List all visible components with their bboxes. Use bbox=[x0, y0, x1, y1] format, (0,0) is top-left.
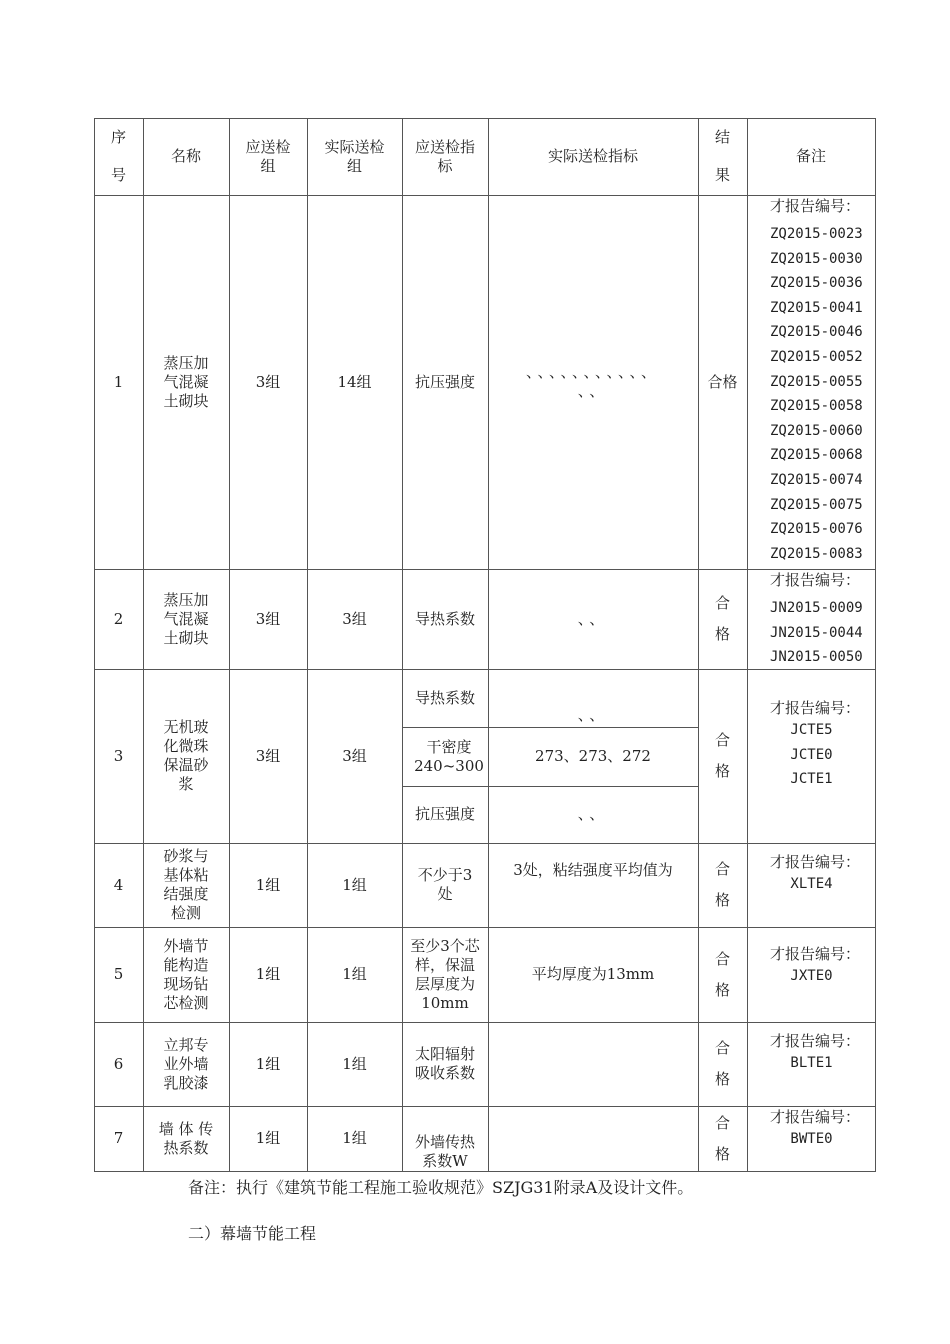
row6-actual-index bbox=[488, 1022, 698, 1106]
row5-remark bbox=[748, 927, 875, 1022]
report-code: ZQ2015-0030 bbox=[770, 250, 863, 267]
row7-seq: 7 bbox=[113, 1129, 124, 1147]
row3-actual: 3组 bbox=[342, 746, 367, 765]
row7-required: 1组 bbox=[255, 1129, 281, 1147]
inspection-table bbox=[94, 118, 876, 1172]
remark-label: 才报告编号： bbox=[770, 571, 861, 589]
row4-actual: 1组 bbox=[342, 875, 367, 894]
report-code: JN2015-0050 bbox=[770, 649, 863, 666]
header-seq-2: 号 bbox=[110, 166, 126, 185]
remark-label: 才报告编号： bbox=[770, 699, 861, 717]
row3-result bbox=[698, 669, 747, 843]
row3-name: 无机玻化微珠保温砂浆 bbox=[163, 718, 209, 793]
row5-name: 外墙节能构造现场钻芯检测 bbox=[163, 936, 209, 1012]
result-char: 合 bbox=[714, 1113, 730, 1132]
row3-remark bbox=[748, 669, 875, 843]
row1-seq: 1 bbox=[113, 372, 124, 391]
result-char: 合 bbox=[714, 731, 730, 749]
header-actual-index: 实际送检指标 bbox=[547, 147, 638, 165]
row1-remark bbox=[748, 195, 875, 569]
report-code: ZQ2015-0076 bbox=[770, 521, 863, 538]
row5-index: 至少3个芯样，保温层厚度为10mm bbox=[410, 936, 480, 1012]
row1-name: 蒸压加气混凝土砌块 bbox=[163, 353, 209, 410]
result-char: 格 bbox=[714, 980, 730, 999]
report-code: ZQ2015-0083 bbox=[770, 545, 863, 562]
row6-result bbox=[698, 1022, 747, 1106]
row7-remark bbox=[748, 1106, 875, 1171]
row1-required: 3组 bbox=[255, 372, 281, 391]
report-code: XLTE4 bbox=[790, 876, 833, 892]
row7-index: 外墙传热系数W bbox=[414, 1133, 475, 1170]
header-required-groups: 应送检组 bbox=[245, 137, 291, 175]
remark-label: 才报告编号： bbox=[770, 197, 861, 215]
row2-remark bbox=[748, 569, 875, 669]
row6-seq: 6 bbox=[113, 1054, 124, 1073]
header-remark: 备注 bbox=[795, 147, 826, 165]
report-code: ZQ2015-0041 bbox=[770, 299, 863, 316]
header-seq bbox=[94, 118, 143, 195]
row7-actual: 1组 bbox=[342, 1129, 367, 1147]
result-char: 格 bbox=[714, 1144, 730, 1163]
row4-required: 1组 bbox=[255, 875, 281, 894]
row1-actual-index-line2: 、、 bbox=[577, 382, 609, 400]
result-char: 格 bbox=[714, 762, 730, 780]
row6-remark bbox=[748, 1022, 875, 1106]
header-result bbox=[698, 118, 747, 195]
report-code: ZQ2015-0074 bbox=[770, 471, 863, 488]
row3-index-3: 抗压强度 bbox=[414, 805, 475, 823]
report-code: ZQ2015-0052 bbox=[770, 348, 863, 365]
report-code: ZQ2015-0075 bbox=[770, 496, 863, 513]
row7-result bbox=[698, 1106, 747, 1171]
row4-name: 砂浆与基体粘结强度检测 bbox=[163, 847, 209, 922]
row2-seq: 2 bbox=[113, 609, 124, 628]
row5-seq: 5 bbox=[113, 965, 124, 983]
report-code: BWTE0 bbox=[790, 1131, 833, 1147]
report-code: ZQ2015-0036 bbox=[770, 275, 863, 292]
report-code: JN2015-0009 bbox=[770, 600, 863, 616]
row4-remark bbox=[748, 843, 875, 927]
row4-actual-index: 3处，粘结强度平均值为 bbox=[513, 861, 673, 879]
row3-index-1: 导热系数 bbox=[414, 688, 475, 707]
remark-label: 才报告编号： bbox=[770, 945, 861, 963]
result-char: 格 bbox=[714, 1070, 730, 1088]
row6-actual: 1组 bbox=[342, 1054, 367, 1073]
section-title: 二）幕墙节能工程 bbox=[188, 1224, 317, 1243]
row6-index: 太阳辐射吸收系数 bbox=[414, 1045, 475, 1082]
result-char: 格 bbox=[714, 625, 730, 643]
row3-index-2: 干密度240~300 bbox=[414, 737, 484, 775]
row2-required: 3组 bbox=[255, 609, 281, 628]
remark-label: 才报告编号： bbox=[770, 1032, 861, 1050]
row3-actual-index-2: 273、273、272 bbox=[535, 747, 651, 765]
report-code: ZQ2015-0060 bbox=[770, 422, 863, 439]
row6-name: 立邦专业外墙乳胶漆 bbox=[163, 1035, 209, 1092]
row5-actual: 1组 bbox=[342, 965, 367, 983]
report-code: ZQ2015-0023 bbox=[770, 226, 863, 242]
row7-name: 墙 体 传热系数 bbox=[158, 1119, 214, 1157]
result-char: 合 bbox=[714, 594, 730, 612]
row1-actual: 14组 bbox=[337, 372, 372, 391]
row1-index: 抗压强度 bbox=[414, 372, 475, 391]
result-char: 格 bbox=[714, 891, 730, 909]
footer-note: 备注：执行《建筑节能工程施工验收规范》SZJG31附录A及设计文件。 bbox=[188, 1178, 694, 1197]
row2-result bbox=[698, 569, 747, 669]
row7-actual-index bbox=[488, 1106, 698, 1171]
header-seq-1: 序 bbox=[110, 127, 126, 146]
row1-result: 合格 bbox=[707, 372, 738, 391]
row1-actual-index bbox=[488, 195, 698, 569]
header-result-2: 果 bbox=[714, 166, 730, 185]
report-code: JN2015-0044 bbox=[770, 624, 863, 641]
report-code: JCTE5 bbox=[790, 722, 833, 738]
row4-index: 不少于3处 bbox=[417, 866, 473, 903]
header-result-1: 结 bbox=[714, 127, 730, 146]
table-line bbox=[94, 1171, 876, 1172]
row4-result bbox=[698, 843, 747, 927]
row2-name: 蒸压加气混凝土砌块 bbox=[163, 590, 209, 647]
row4-seq: 4 bbox=[113, 875, 124, 894]
result-char: 合 bbox=[714, 949, 730, 968]
remark-label: 才报告编号： bbox=[770, 1108, 861, 1126]
report-code: ZQ2015-0068 bbox=[770, 447, 863, 464]
result-char: 合 bbox=[714, 860, 730, 878]
report-code: ZQ2015-0046 bbox=[770, 324, 863, 341]
row6-required: 1组 bbox=[255, 1054, 281, 1073]
header-actual-groups: 实际送检组 bbox=[324, 137, 385, 175]
row3-actual-index-3: 、、 bbox=[577, 805, 609, 823]
header-required-index: 应送检指标 bbox=[414, 137, 475, 175]
report-code: JXTE0 bbox=[790, 968, 833, 984]
table-line bbox=[875, 118, 876, 1172]
row3-seq: 3 bbox=[113, 746, 124, 765]
row2-index: 导热系数 bbox=[414, 609, 475, 628]
row3-actual-index-1: 、、 bbox=[577, 706, 609, 724]
row3-required: 3组 bbox=[255, 746, 281, 765]
report-code: ZQ2015-0055 bbox=[770, 373, 863, 390]
report-code: BLTE1 bbox=[790, 1055, 833, 1071]
row2-actual: 3组 bbox=[342, 609, 367, 628]
header-name: 名称 bbox=[170, 147, 201, 165]
row1-actual-index-line1: 、、、、、、、、、、、 bbox=[525, 363, 660, 381]
report-code: JCTE0 bbox=[790, 746, 833, 763]
row5-required: 1组 bbox=[255, 965, 281, 983]
row5-result bbox=[698, 927, 747, 1022]
row5-actual-index: 平均厚度为13mm bbox=[531, 965, 655, 983]
report-code: ZQ2015-0058 bbox=[770, 398, 863, 415]
row2-actual-index: 、、 bbox=[577, 609, 609, 628]
result-char: 合 bbox=[714, 1039, 730, 1057]
remark-label: 才报告编号： bbox=[770, 853, 861, 871]
report-code: JCTE1 bbox=[790, 771, 833, 788]
